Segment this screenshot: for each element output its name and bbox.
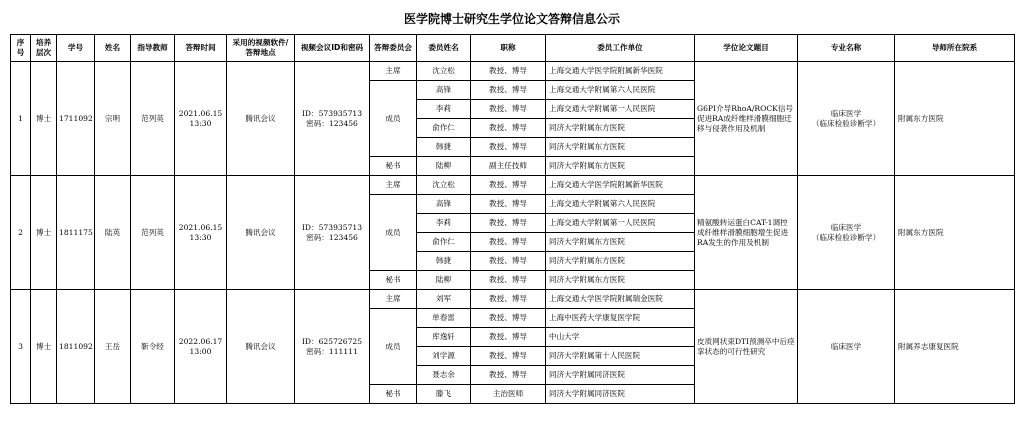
major-name-line: 临床医学 [830,222,862,232]
meeting-credentials-line: 密码：123456 [306,118,358,128]
member-unit: 同济大学附属东方医院 [546,138,695,157]
major-name [798,62,895,176]
defense-time-line: 13:30 [189,232,212,242]
member-title: 教授、博导 [471,62,546,81]
member-title: 教授、博导 [471,252,546,271]
member-title: 教授、博导 [471,214,546,233]
member-unit: 同济大学附属东方医院 [546,233,695,252]
member-unit: 上海交通大学附属第六人民医院 [546,81,695,100]
advisor-name: 靳令经 [131,290,175,404]
video-software: 腾讯会议 [227,62,295,176]
defense-info-table [10,34,1015,404]
member-title: 教授、博导 [471,100,546,119]
student-name: 王岳 [95,290,131,404]
video-software: 腾讯会议 [227,176,295,290]
member-name: 韩捷 [417,252,471,271]
member-unit: 同济大学附属东方医院 [546,252,695,271]
defense-time-line: 2021.06.15 [178,222,223,232]
thesis-title: 精氨酸转运蛋白CAT-1调控成纤维样滑膜细胞增生促进RA发生的作用及机制 [695,176,798,290]
major-name-line: （临床检验诊断学） [811,232,881,242]
row-number: 3 [11,290,31,404]
table-body [11,62,1015,404]
member-unit: 同济大学附属第十人民医院 [546,347,695,366]
member-name: 陆柳 [417,157,471,176]
member-title: 教授、博导 [471,366,546,385]
committee-role: 主席 [370,290,417,309]
header-cell: 答辩委员会 [370,35,417,62]
training-level: 博士 [31,62,57,176]
header-cell: 视频会议ID和密码 [295,35,370,62]
member-unit: 上海交通大学附属第一人民医院 [546,100,695,119]
header-cell: 专业名称 [798,35,895,62]
thesis-title: G6PI介导RhoA/ROCK信号促进RA成纤维样滑膜细胞迁移与侵袭作用及机制 [695,62,798,176]
header-cell: 导师所在院系 [895,35,1015,62]
major-name [798,176,895,290]
member-name: 沈立松 [417,62,471,81]
member-title: 教授、博导 [471,290,546,309]
header-cell: 学位论文题目 [695,35,798,62]
student-name: 宗明 [95,62,131,176]
member-unit: 中山大学 [546,328,695,347]
member-title: 教授、博导 [471,347,546,366]
header-cell: 学号 [57,35,95,62]
member-name: 刘学源 [417,347,471,366]
defense-time [175,176,227,290]
meeting-credentials-line: 密码：111111 [306,346,358,356]
advisor-department: 附属东方医院 [895,62,1015,176]
member-title: 教授、博导 [471,233,546,252]
member-unit: 上海交通大学医学院附属新华医院 [546,176,695,195]
advisor-name: 范列英 [131,62,175,176]
major-name-line: 临床医学 [830,341,862,351]
member-name: 韩捷 [417,138,471,157]
header-cell: 序号 [11,35,31,62]
committee-role: 秘书 [370,385,417,404]
header-cell: 姓名 [95,35,131,62]
defense-time-line: 2021.06.15 [178,108,223,118]
defense-time-line: 13:00 [189,346,212,356]
student-id: 1811175 [57,176,95,290]
member-unit: 同济大学附属东方医院 [546,119,695,138]
member-name: 单春雷 [417,309,471,328]
member-name: 库逸轩 [417,328,471,347]
defense-time [175,290,227,404]
committee-role: 成员 [370,195,417,271]
header-cell: 指导教师 [131,35,175,62]
header-row [11,35,1015,62]
member-title: 教授、博导 [471,271,546,290]
member-title: 教授、博导 [471,176,546,195]
thesis-title: 皮质网状束DTI预测卒中后痉挛状态的可行性研究 [695,290,798,404]
member-title: 教授、博导 [471,309,546,328]
member-unit: 同济大学附属东方医院 [546,157,695,176]
member-name: 李莉 [417,214,471,233]
training-level: 博士 [31,176,57,290]
member-name: 沈立松 [417,176,471,195]
committee-role: 成员 [370,309,417,385]
row-number: 2 [11,176,31,290]
committee-role: 成员 [370,81,417,157]
table-row [11,62,1015,81]
member-name: 聂志余 [417,366,471,385]
advisor-name: 范列英 [131,176,175,290]
video-software: 腾讯会议 [227,290,295,404]
member-title: 教授、博导 [471,195,546,214]
meeting-credentials-line: ID：573935713 [301,222,363,232]
header-cell: 委员姓名 [417,35,471,62]
header-cell: 职称 [471,35,546,62]
committee-role: 主席 [370,62,417,81]
header-cell: 答辩时间 [175,35,227,62]
student-id: 1811092 [57,290,95,404]
member-title: 教授、博导 [471,119,546,138]
major-name-line: 临床医学 [830,108,862,118]
member-name: 陆柳 [417,271,471,290]
member-name: 高锋 [417,195,471,214]
training-level: 博士 [31,290,57,404]
advisor-department: 附属东方医院 [895,176,1015,290]
page-title: 医学院博士研究生学位论文答辩信息公示 [403,12,620,26]
member-name: 刘军 [417,290,471,309]
member-title: 教授、博导 [471,328,546,347]
member-unit: 上海交通大学附属第六人民医院 [546,195,695,214]
table-row [11,290,1015,309]
committee-role: 秘书 [370,157,417,176]
student-id: 1711092 [57,62,95,176]
meeting-credentials-line: ID：625726725 [301,336,363,346]
member-name: 高锋 [417,81,471,100]
meeting-credentials [295,290,370,404]
header-cell: 采用的视频软件/答辩地点 [227,35,295,62]
major-name-line: （临床检验诊断学） [811,118,881,128]
member-name: 滕飞 [417,385,471,404]
meeting-credentials [295,62,370,176]
member-name: 俞作仁 [417,119,471,138]
member-title: 教授、博导 [471,81,546,100]
member-unit: 上海交通大学医学院附属新华医院 [546,62,695,81]
meeting-credentials-line: 密码：123456 [306,232,358,242]
advisor-department: 附属养志康复医院 [895,290,1015,404]
student-name: 陆英 [95,176,131,290]
member-unit: 同济大学附属同济医院 [546,366,695,385]
member-unit: 上海交通大学附属第一人民医院 [546,214,695,233]
member-unit: 上海中医药大学康复医学院 [546,309,695,328]
defense-time-line: 13:30 [189,118,212,128]
committee-role: 主席 [370,176,417,195]
major-name [798,290,895,404]
member-title: 教授、博导 [471,138,546,157]
table-row [11,176,1015,195]
member-unit: 同济大学附属东方医院 [546,271,695,290]
member-unit: 同济大学附属同济医院 [546,385,695,404]
header-cell: 委员工作单位 [546,35,695,62]
member-title: 副主任技师 [471,157,546,176]
member-name: 俞作仁 [417,233,471,252]
defense-time-line: 2022.06.17 [178,336,223,346]
member-name: 李莉 [417,100,471,119]
member-unit: 上海交通大学医学院附属瑞金医院 [546,290,695,309]
meeting-credentials-line: ID：573935713 [301,108,363,118]
meeting-credentials [295,176,370,290]
header-cell: 培养层次 [31,35,57,62]
row-number: 1 [11,62,31,176]
defense-time [175,62,227,176]
member-title: 主治医师 [471,385,546,404]
committee-role: 秘书 [370,271,417,290]
